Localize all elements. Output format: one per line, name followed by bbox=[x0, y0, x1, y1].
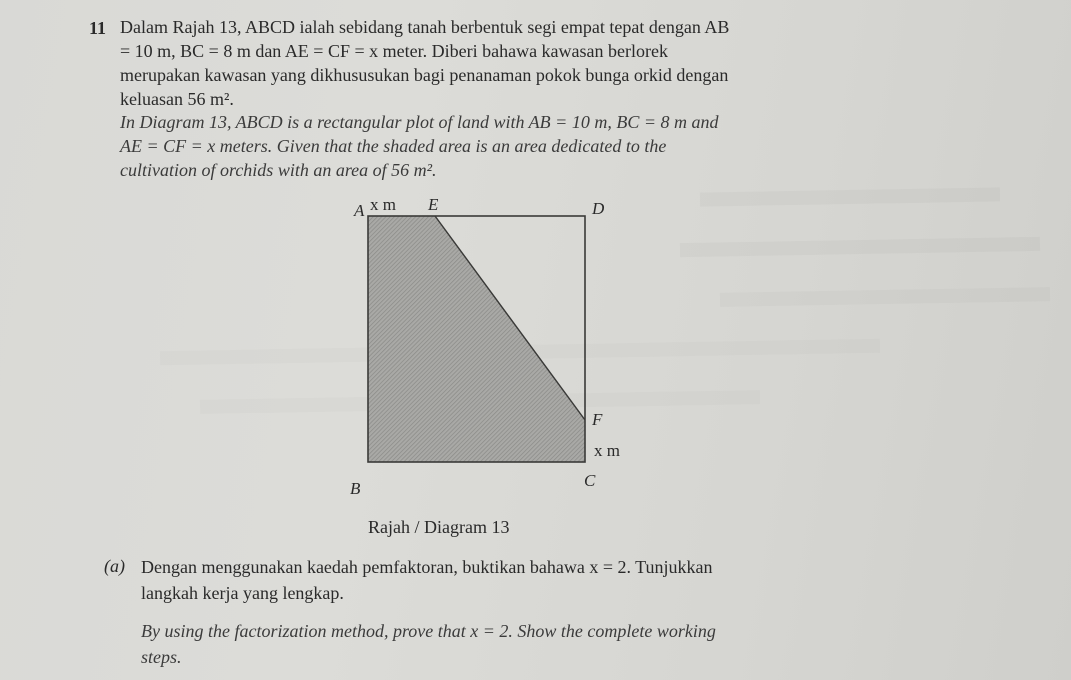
vertex-label-a: A bbox=[354, 201, 365, 220]
bleed-through-mark bbox=[700, 187, 1000, 206]
rectangle-diagram bbox=[340, 190, 660, 500]
vertex-label-f: F bbox=[592, 410, 603, 429]
dimension-label-ae: x m bbox=[370, 195, 396, 214]
question-text-ms-line-3: merupakan kawasan yang dikhususukan bagi penanaman pokok bunga orkid dengan bbox=[120, 65, 729, 85]
question-text-ms-line-4: keluasan 56 m². bbox=[120, 89, 234, 109]
question-text-en-line-1: In Diagram 13, ABCD is a rectangular plot of land with AB = 10 m, BC = 8 m and bbox=[120, 112, 719, 132]
question-number: 11 bbox=[89, 18, 107, 38]
part-a-label: (a) bbox=[104, 556, 125, 576]
vertex-label-c: C bbox=[584, 471, 596, 490]
shaded-orchid-area bbox=[368, 216, 585, 462]
part-a-text-ms-line-1: Dengan menggunakan kaedah pemfaktoran, buktikan bahawa x = 2. Tunjukkan bbox=[141, 557, 713, 577]
question-text-ms-line-2: = 10 m, BC = 8 m dan AE = CF = x meter. Diberi bahawa kawasan berlorek bbox=[120, 41, 668, 61]
dimension-label-cf: x m bbox=[594, 441, 620, 460]
part-a-text-en-line-1: By using the factorization method, prove that x = 2. Show the complete working bbox=[141, 621, 716, 641]
diagram-caption: Rajah / Diagram 13 bbox=[368, 517, 510, 537]
question-text-ms-line-1: Dalam Rajah 13, ABCD ialah sebidang tanah berbentuk segi empat tepat dengan AB bbox=[120, 17, 730, 37]
vertex-label-d: D bbox=[592, 199, 605, 218]
bleed-through-mark bbox=[720, 287, 1050, 307]
question-text-en-line-3: cultivation of orchids with an area of 56 m². bbox=[120, 160, 437, 180]
part-a-text-ms-line-2: langkah kerja yang lengkap. bbox=[141, 583, 344, 603]
part-a-text-en-line-2: steps. bbox=[141, 647, 182, 667]
question-text-en-line-2: AE = CF = x meters. Given that the shaded area is an area dedicated to the bbox=[120, 136, 667, 156]
vertex-label-e: E bbox=[428, 195, 439, 214]
vertex-label-b: B bbox=[350, 479, 361, 498]
bleed-through-mark bbox=[680, 237, 1040, 257]
diagram-13 bbox=[340, 190, 660, 500]
